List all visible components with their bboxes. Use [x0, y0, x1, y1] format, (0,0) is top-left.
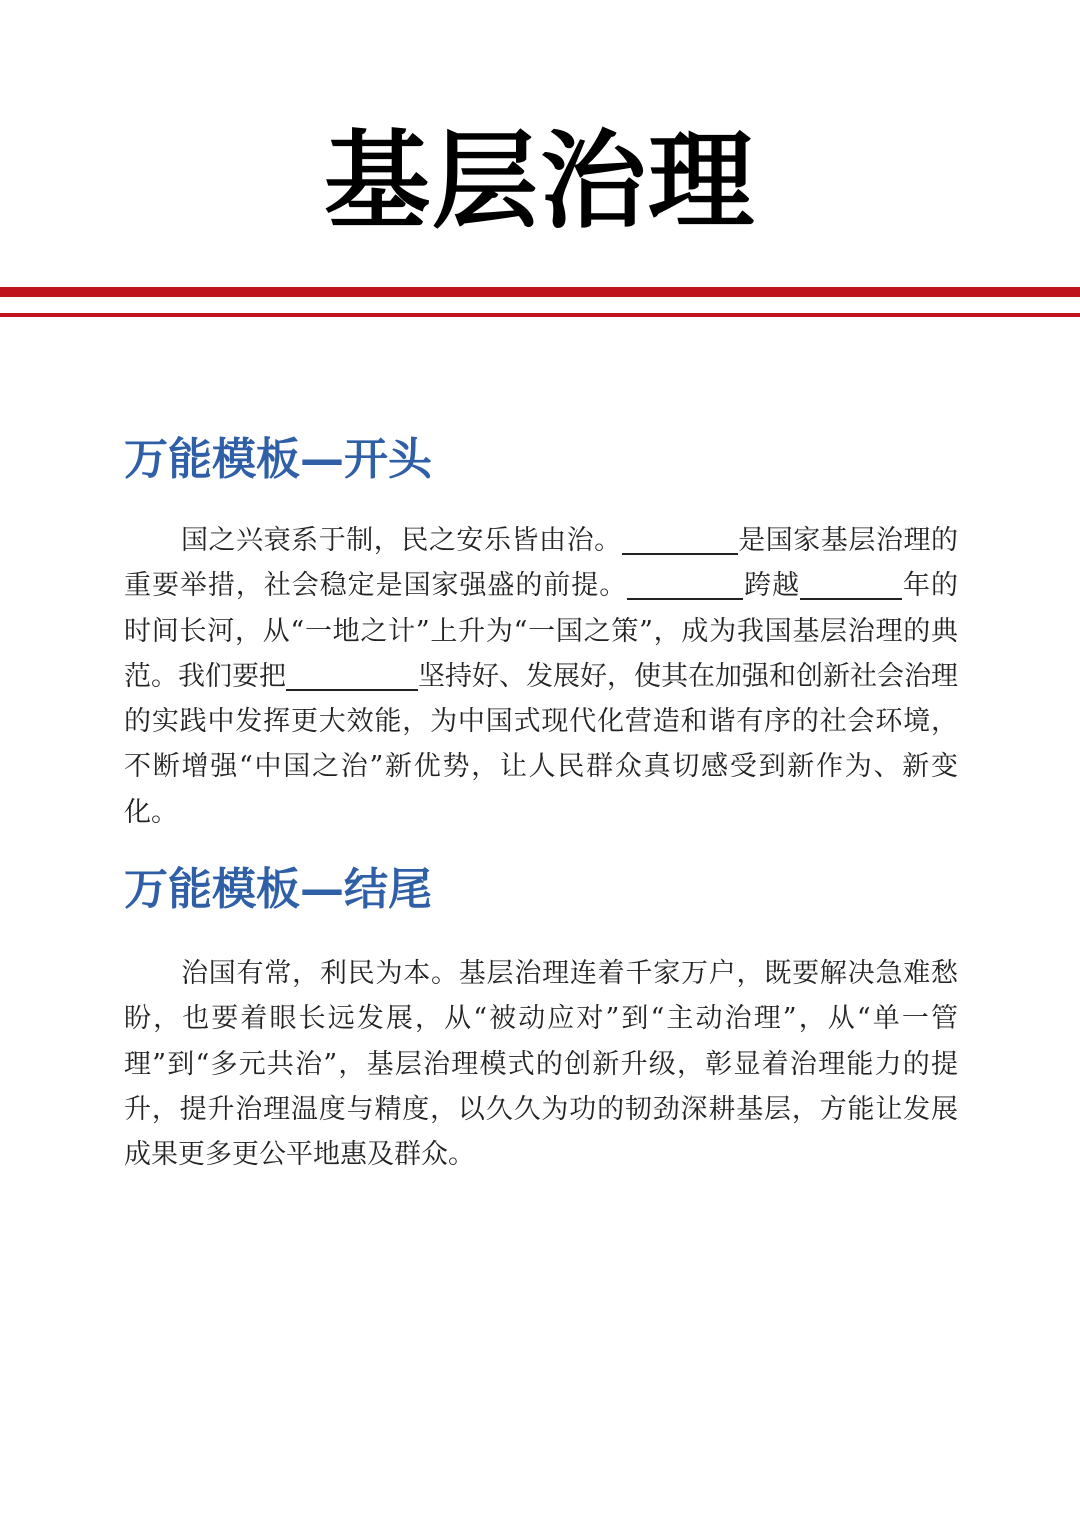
fill-in-blank — [622, 525, 738, 555]
paragraph-closing: 治国有常，利民为本。基层治理连着千家万户，既要解决急难愁盼，也要着眼长远发展，从“被动应对”到“主动治理”，从“单一管理”到“多元共治”，基层治理模式的创新升级，彰显着治理能力的提升，提升治理温度与精度，以久久为功的韧劲深耕基层，方能让发展成果更多更公平地惠及群众。 — [124, 958, 958, 1171]
page-title: 基层治理 — [324, 120, 756, 243]
opening-segment-3: 跨越 — [743, 570, 801, 602]
paragraph-opening — [124, 518, 958, 835]
section-heading-opening: 万能模板—开头 — [124, 434, 432, 485]
fill-in-blank — [800, 570, 902, 600]
fill-in-blank — [286, 661, 418, 691]
red-divider-thick — [0, 287, 1080, 297]
opening-segment-4: 年的时间长河，从“一地之计”上升为“一国之策”，成为我国基层治理的典范。我们要把 — [124, 570, 959, 692]
opening-segment-2: 是国家基层治理的重要举措，社会稳定是国家强盛的前提。 — [124, 525, 959, 602]
opening-segment-5: 坚持好、发展好，使其在加强和创新社会治理的实践中发挥更大效能，为中国式现代化营造和谐有序的社会环境，不断增强“中国之治”新优势，让人民群众真切感受到新作为、新变化。 — [124, 660, 958, 828]
fill-in-blank — [627, 570, 743, 600]
red-divider-thin — [0, 313, 1080, 317]
section-heading-closing: 万能模板—结尾 — [124, 864, 432, 915]
opening-segment-1: 国之兴衰系于制，民之安乐皆由治。 — [181, 525, 622, 556]
